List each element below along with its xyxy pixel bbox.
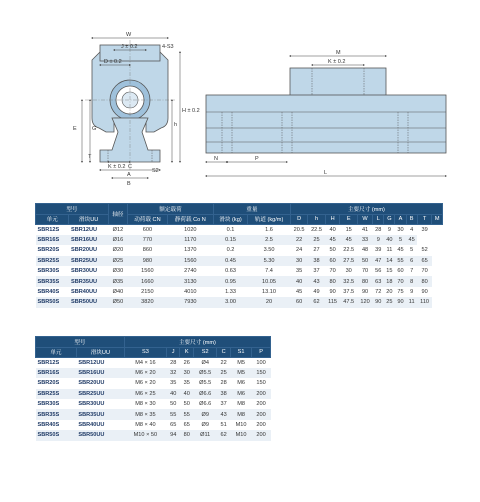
table-cell: 110 (417, 297, 432, 307)
th-dyn-load: 动荷载 CN (128, 214, 168, 225)
model-block-cell: SBR30UU (70, 268, 98, 275)
table-cell: Ø12 (112, 226, 124, 233)
table-cell: 2.5 (248, 235, 291, 245)
table-cell: 37.5 (343, 289, 355, 296)
table-cell: 1170 (167, 235, 213, 245)
table-cell: 39 (421, 226, 428, 233)
dim-C: C (128, 164, 132, 170)
table-cell: 25 (217, 368, 231, 378)
th-model: 型号 (36, 204, 109, 215)
table-cell: 5 (395, 235, 406, 245)
model-unit-cell: SBR25S (36, 389, 77, 399)
th2-S3: S3 (124, 347, 166, 358)
table-cell: 3130 (167, 276, 213, 286)
table-cell: 27 (313, 247, 320, 254)
table-cell: 10.05 (248, 276, 291, 286)
table-cell: 50 (183, 401, 190, 408)
th-T: T (417, 214, 432, 225)
th-G: G (384, 214, 395, 225)
table-cell: 13.10 (262, 289, 277, 296)
table-cell: 22.5 (311, 226, 322, 233)
table-cell: 49 (313, 289, 320, 296)
table-cell: 22 (290, 235, 307, 245)
table-cell: 33 (357, 235, 372, 245)
table-row (36, 297, 443, 307)
table-row (36, 287, 443, 297)
table-cell: 43 (308, 276, 325, 286)
table-cell: 32 (166, 368, 180, 378)
table-cell: 115 (325, 297, 340, 307)
table-row (36, 256, 443, 266)
table-cell: 3820 (128, 297, 168, 307)
th2-K: K (180, 347, 194, 358)
table-cell: 50 (170, 401, 177, 408)
table1-header-row2 (36, 214, 443, 225)
table-cell: 52 (421, 247, 428, 254)
table-cell: 1.33 (225, 289, 236, 296)
table-cell: 60 (290, 297, 307, 307)
th-unit: 单元 (36, 214, 69, 225)
table-cell: Ø6.6 (194, 389, 217, 399)
table-cell: 200 (256, 401, 266, 408)
model-block-cell: SBR25UU (76, 389, 124, 399)
dim-K-side: K ± 0.2 (328, 59, 346, 65)
table-cell: 4010 (184, 289, 197, 296)
table-cell: Ø20 (112, 247, 124, 254)
spec-table-mounting (35, 336, 271, 441)
table-cell: 0.15 (213, 235, 247, 245)
model-block-cell: SBR25UU (69, 256, 108, 266)
model-unit-cell: SBR16S (36, 235, 69, 245)
th-shaft: 轴径 (108, 204, 127, 225)
table-cell: 0.45 (213, 256, 247, 266)
table-cell: 65 (183, 422, 190, 429)
table-cell: M6 × 20 (135, 380, 156, 387)
table1-header-row1 (36, 204, 443, 215)
table-cell: 120 (357, 297, 372, 307)
table-cell: 28 (220, 380, 227, 387)
table-cell: 75 (397, 289, 404, 296)
table-cell: 37 (220, 401, 227, 408)
table-cell: 70 (395, 276, 406, 286)
table-cell: 15 (345, 226, 352, 233)
table-row (36, 235, 443, 245)
th-rated-load: 额定载荷 (128, 204, 214, 215)
th-W: W (357, 214, 372, 225)
table-cell: Ø40 (112, 289, 124, 296)
model-unit-cell: SBR30S (37, 401, 60, 408)
table-cell: 15 (386, 268, 393, 275)
dim-A: A (127, 172, 131, 178)
table-row (36, 276, 443, 286)
table-cell: M6 × 20 (124, 368, 166, 378)
table-cell: 1560 (141, 268, 154, 275)
table-cell: 980 (128, 256, 168, 266)
table-cell: M10 × 50 (124, 430, 166, 440)
table-cell: 1560 (167, 256, 213, 266)
table-cell: 200 (256, 422, 266, 429)
table-cell: 22.5 (343, 247, 355, 254)
table-cell: 65 (170, 422, 177, 429)
table-cell: M8 × 40 (135, 422, 156, 429)
th2-P: P (252, 347, 271, 358)
table-cell: 18 (384, 276, 395, 286)
table-cell: Ø4 (201, 359, 209, 366)
table-cell: 770 (128, 235, 168, 245)
th-rail-weight: 轨道 (kg/m) (248, 214, 291, 225)
model-unit-cell: SBR25S (36, 256, 69, 266)
table-cell: 0.1 (226, 226, 235, 233)
model-block-cell: SBR16UU (69, 235, 108, 245)
th-dimensions: 主要尺寸 (mm) (290, 204, 442, 215)
table-cell: 48 (361, 247, 369, 254)
model-unit-cell: SBR50S (36, 297, 69, 307)
model-unit-cell: SBR16S (36, 368, 77, 378)
model-block-cell: SBR50UU (69, 297, 108, 307)
model-unit-cell: SBR12S (37, 359, 60, 366)
model-block-cell: SBR35UU (69, 276, 108, 286)
th2-model: 型号 (36, 337, 125, 348)
table-cell: 200 (252, 409, 271, 419)
table-cell: 51 (220, 422, 227, 429)
model-block-cell: SBR35UU (76, 409, 124, 419)
model-block-cell: SBR12UU (78, 359, 105, 366)
table-cell: 40 (166, 389, 180, 399)
th-L: L (373, 214, 384, 225)
th-slide-weight: 滑块 (kg) (213, 214, 247, 225)
table-cell: 30 (180, 368, 194, 378)
table-cell: 72 (375, 289, 382, 296)
table-cell: 1.6 (265, 226, 273, 233)
model-block-cell: SBR12UU (70, 226, 98, 233)
dim-E: E (73, 126, 77, 132)
table-cell: 40 (384, 235, 395, 245)
model-unit-cell: SBR20S (37, 380, 60, 387)
table-cell: 1020 (184, 226, 197, 233)
table-row (36, 225, 443, 235)
table-cell: M8 × 30 (135, 401, 156, 408)
table-cell: 2740 (184, 268, 197, 275)
table-cell: M8 (230, 409, 251, 419)
model-unit-cell: SBR30S (37, 268, 60, 275)
model-block-cell: SBR16UU (76, 368, 124, 378)
table-cell: Ø11 (194, 430, 217, 440)
table-cell: 4 (410, 226, 414, 233)
table-cell: Ø35 (108, 276, 127, 286)
table-cell: 6 (406, 256, 417, 266)
table-cell: 80 (325, 276, 340, 286)
model-unit-cell: SBR50S (36, 430, 77, 440)
model-block-cell: SBR30UU (78, 401, 105, 408)
dim-T: T (88, 154, 92, 160)
table-cell: 2150 (141, 289, 154, 296)
table-cell: 9 (373, 235, 384, 245)
th2-S2: S2 (194, 347, 217, 358)
table-cell: 37 (313, 268, 320, 275)
table-cell: 80 (180, 430, 194, 440)
table-cell: 50 (357, 256, 372, 266)
table-cell: 3.50 (263, 247, 275, 254)
table-cell: 35 (183, 380, 190, 387)
table-cell: 9 (410, 289, 414, 296)
table-cell: 24 (295, 247, 303, 254)
dim-K: K ± 0.2 (108, 164, 126, 170)
table-cell: 45 (295, 289, 303, 296)
side-block-top (290, 68, 386, 98)
table-cell: 25 (308, 235, 325, 245)
table-cell: 62 (217, 430, 231, 440)
th-E: E (340, 214, 357, 225)
table-cell: 600 (142, 226, 153, 233)
table-cell: 860 (142, 247, 153, 254)
table-cell: 45 (325, 235, 340, 245)
table-cell: 25 (384, 297, 395, 307)
table-cell: 150 (256, 380, 266, 387)
table-cell: 70 (421, 268, 428, 275)
dim-S3: 4-S3 (162, 44, 174, 50)
table-cell: 56 (375, 268, 382, 275)
front-view-drawing (73, 32, 200, 187)
table-cell: 45 (406, 235, 417, 245)
table-row (36, 266, 443, 276)
table-cell: 43 (217, 409, 231, 419)
table-cell: 0.63 (225, 268, 236, 275)
table2-header-row2 (36, 347, 271, 358)
table-cell: 27.5 (340, 256, 357, 266)
side-rail (206, 95, 446, 153)
table-cell: 90 (421, 289, 428, 296)
table-cell: 40 (180, 389, 194, 399)
model-unit-cell: SBR35S (36, 276, 69, 286)
table-cell: 1370 (184, 247, 197, 254)
table-cell: 38 (217, 389, 231, 399)
model-unit-cell: SBR40S (37, 422, 60, 429)
table-cell: 38 (308, 256, 325, 266)
th-M: M (432, 214, 443, 225)
th2-C: C (217, 347, 231, 358)
model-block-cell: SBR40UU (78, 422, 105, 429)
table-cell: Ø6.6 (199, 401, 212, 408)
table-row (36, 368, 271, 378)
table-cell: 32.5 (340, 276, 357, 286)
table-cell: 70 (361, 268, 369, 275)
table-cell: 47.5 (340, 297, 357, 307)
table-cell: Ø50 (108, 297, 127, 307)
table-row (36, 420, 271, 430)
table-cell: 90 (395, 297, 406, 307)
dim-J: J ± 0.2 (121, 44, 138, 50)
model-block-cell: SBR20UU (78, 380, 105, 387)
table-cell: M6 (230, 389, 251, 399)
table-cell: 90 (329, 289, 336, 296)
table-cell: M4 × 16 (135, 359, 156, 366)
table-cell: 80 (357, 276, 372, 286)
table-cell: 20.5 (293, 226, 305, 233)
model-unit-cell: SBR20S (37, 247, 60, 254)
table-row (36, 378, 271, 388)
table-cell: 28 (170, 359, 177, 366)
table-cell: 30 (290, 256, 307, 266)
table-cell: Ø9 (194, 409, 217, 419)
table-cell: M8 (237, 401, 245, 408)
table-cell: 50 (329, 247, 336, 254)
table-cell: 0.95 (213, 276, 247, 286)
table-cell: 35 (170, 380, 177, 387)
table-cell: 0.2 (226, 247, 235, 254)
table-cell: 55 (395, 256, 406, 266)
th2-dimensions: 主要尺寸 (mm) (124, 337, 270, 348)
table-cell: 20 (386, 289, 393, 296)
th2-block: 滑块UU (76, 347, 124, 358)
dim-D: D ± 0.2 (104, 59, 122, 65)
dim-N-side: N (214, 156, 218, 162)
model-block-cell: SBR50UU (76, 430, 124, 440)
table-cell: 9 (387, 226, 391, 233)
table-cell: Ø5.5 (199, 380, 212, 387)
th-D: D (290, 214, 307, 225)
table-cell: M5 (237, 359, 245, 366)
technical-drawings (0, 0, 480, 200)
side-view-drawing (206, 50, 446, 176)
table-cell: 28 (375, 226, 382, 233)
table-cell: 62 (308, 297, 325, 307)
table2-body (36, 358, 271, 441)
table-cell: 55 (180, 409, 194, 419)
th-A: A (395, 214, 406, 225)
table-cell: 80 (417, 276, 432, 286)
table2-header-row1 (36, 337, 271, 348)
model-block-cell: SBR40UU (70, 289, 98, 296)
dim-H: H ± 0.2 (182, 108, 200, 114)
table-cell: 65 (417, 256, 432, 266)
table-cell: 40 (329, 226, 336, 233)
table-row (36, 399, 271, 409)
table-cell: 60 (325, 256, 340, 266)
table-cell: M6 (237, 380, 245, 387)
table-cell: 11 (406, 297, 417, 307)
th-h: h (308, 214, 325, 225)
table-row (36, 389, 271, 399)
table1-body (36, 225, 443, 308)
table-cell: M10 (235, 422, 247, 429)
model-unit-cell: SBR12S (37, 226, 60, 233)
table-cell: Ø16 (108, 235, 127, 245)
table-cell: M5 (230, 368, 251, 378)
table-cell: M6 × 25 (124, 389, 166, 399)
dim-S2: S2 (152, 168, 159, 174)
table-cell: 7930 (167, 297, 213, 307)
table-cell: Ø25 (108, 256, 127, 266)
table-cell: 35 (295, 268, 303, 275)
spec-table-load-dimensions (35, 203, 443, 308)
table-cell: 94 (166, 430, 180, 440)
table-row (36, 245, 443, 255)
model-unit-cell: SBR40S (37, 289, 60, 296)
table-cell: 45 (397, 247, 404, 254)
table-cell: Ø5.5 (194, 368, 217, 378)
table-row (36, 409, 271, 419)
table-cell: 39 (375, 247, 382, 254)
table-cell: 60 (397, 268, 404, 275)
table-cell: 5 (410, 247, 414, 254)
th-B: B (406, 214, 417, 225)
table-row (36, 430, 271, 440)
table-cell: 90 (361, 289, 369, 296)
model-block-cell: SBR20UU (70, 247, 98, 254)
dim-B: B (127, 181, 131, 187)
th-block: 滑块UU (69, 214, 108, 225)
table-cell: 90 (373, 297, 384, 307)
table-cell: 63 (373, 276, 384, 286)
th-H: H (325, 214, 340, 225)
table-cell: M10 (230, 430, 251, 440)
dim-L-side: L (324, 170, 328, 176)
table-cell: Ø30 (112, 268, 124, 275)
dim-M-side: M (336, 50, 341, 56)
th-weight: 重量 (213, 204, 290, 215)
th-stat-load: 静荷载 Co N (167, 214, 213, 225)
table-row (36, 358, 271, 368)
table-cell: 150 (252, 368, 271, 378)
table-cell: 14 (384, 256, 395, 266)
table-cell: 8 (406, 276, 417, 286)
table-cell: Ø9 (201, 422, 209, 429)
dim-h: h (174, 122, 178, 128)
table-cell: 26 (183, 359, 190, 366)
table-cell: 7 (410, 268, 414, 275)
table-cell: 11 (386, 247, 393, 254)
table-cell: 40 (290, 276, 307, 286)
table-cell: 47 (373, 256, 384, 266)
table-cell: 100 (256, 359, 266, 366)
table-cell: 5.30 (248, 256, 291, 266)
th2-J: J (166, 347, 180, 358)
table-cell: 200 (252, 430, 271, 440)
table-cell: 7.4 (265, 268, 273, 275)
table-cell: 70 (329, 268, 336, 275)
table-cell: 41 (361, 226, 369, 233)
th2-S1: S1 (230, 347, 251, 358)
table-cell: 200 (252, 389, 271, 399)
table-cell: 22 (220, 359, 227, 366)
dim-W: W (126, 32, 132, 38)
table-cell: 3.00 (213, 297, 247, 307)
table-cell: M8 × 35 (124, 409, 166, 419)
table-cell: 45 (340, 235, 357, 245)
dim-G: G (92, 126, 97, 132)
model-unit-cell: SBR35S (36, 409, 77, 419)
table-cell: 30 (345, 268, 352, 275)
table-cell: 30 (397, 226, 404, 233)
table-cell: 1660 (128, 276, 168, 286)
dim-P-side: P (255, 156, 259, 162)
th2-unit: 单元 (36, 347, 77, 358)
table-cell: 20 (248, 297, 291, 307)
table-cell: 55 (166, 409, 180, 419)
